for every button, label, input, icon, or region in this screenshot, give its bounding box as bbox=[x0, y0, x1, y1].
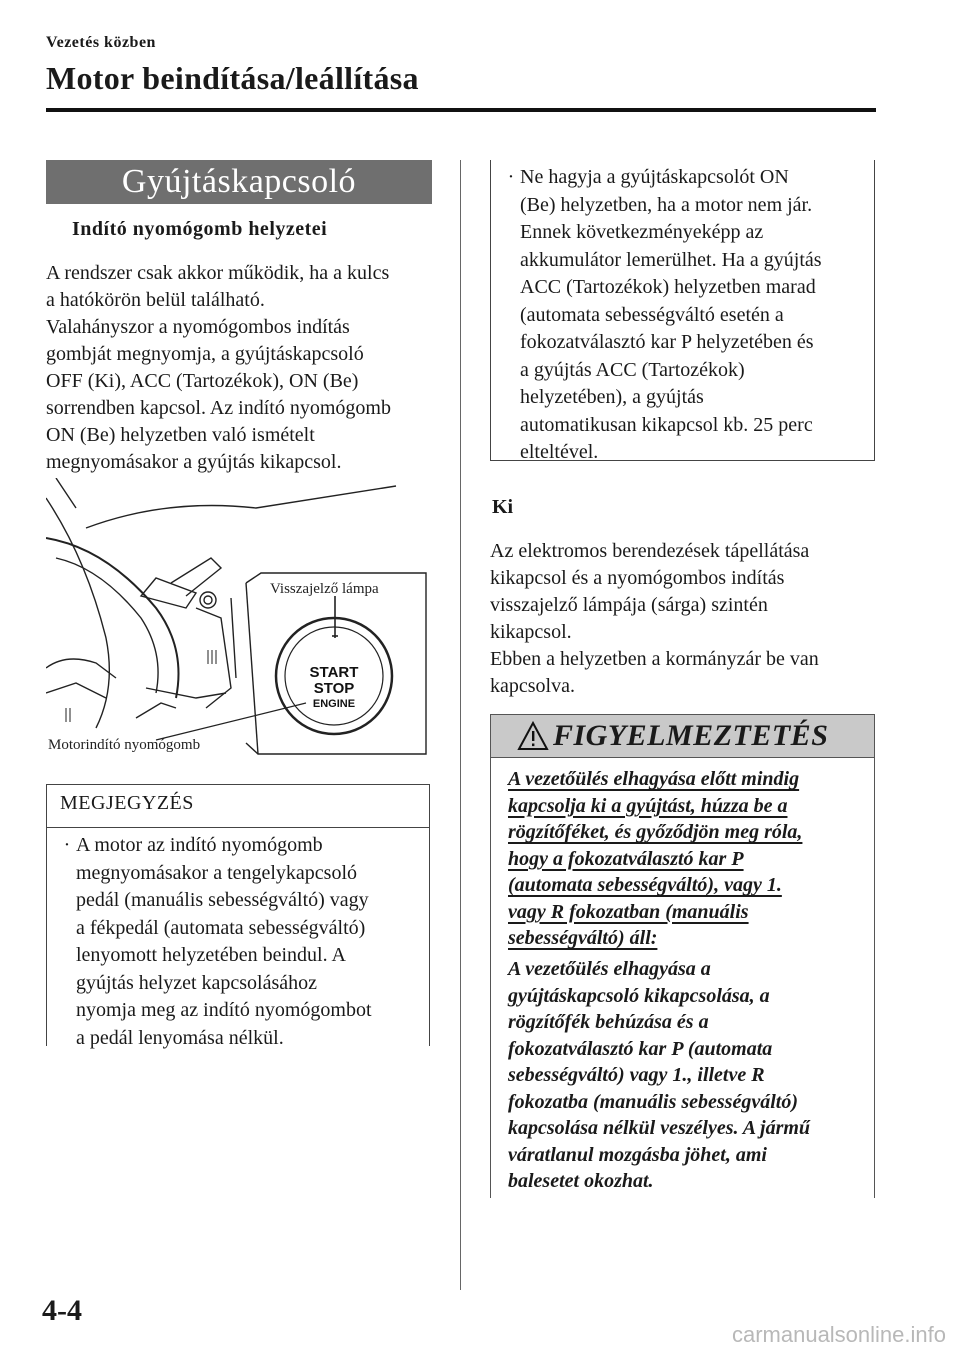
text-line: Az elektromos berendezések tápellátása bbox=[490, 540, 810, 562]
indicator-label: Visszajelző lámpa bbox=[270, 581, 379, 597]
text-line: visszajelző lámpája (sárga) szintén bbox=[490, 594, 768, 616]
text-line: gyújtáskapcsoló kikapcsolása, a bbox=[508, 984, 770, 1007]
chapter-title: Motor beindítása/leállítása bbox=[46, 60, 419, 96]
text-line: rögzítőfék behúzása és a bbox=[508, 1011, 709, 1033]
note-title: MEGJEGYZÉS bbox=[60, 792, 194, 814]
text-line: váratlanul mozgásba jöhet, ami bbox=[508, 1143, 767, 1166]
text-line: A motor az indító nyomógomb bbox=[76, 834, 323, 856]
note-bullet bbox=[502, 164, 864, 467]
page-number: 4-4 bbox=[42, 1294, 82, 1327]
text-line: a fékpedál (automata sebességváltó) bbox=[76, 916, 366, 939]
ki-paragraph bbox=[490, 538, 876, 700]
text-line: pedál (manuális sebességváltó) vagy bbox=[76, 889, 369, 911]
text-line: A vezetőülés elhagyása előtt mindig bbox=[508, 768, 800, 790]
header-rule bbox=[46, 108, 876, 112]
text-line: a gyújtás ACC (Tartozékok) bbox=[520, 358, 745, 381]
text-line: balesetet okozhat. bbox=[508, 1170, 654, 1192]
bullet-icon: · bbox=[507, 166, 515, 188]
text-line: megnyomásakor a gyújtás kikapcsol. bbox=[46, 451, 342, 473]
intro-paragraph bbox=[46, 260, 438, 476]
note-bullet bbox=[58, 832, 418, 1052]
column-divider bbox=[460, 160, 461, 1290]
text-line: kikapcsol. bbox=[490, 621, 572, 643]
text-line: gombját megnyomja, a gyújtáskapcsoló bbox=[46, 343, 364, 365]
warning-header bbox=[490, 714, 875, 758]
text-line: Ennek következményeképp az bbox=[520, 221, 764, 243]
text-line: ACC (Tartozékok) helyzetben marad bbox=[520, 276, 816, 298]
text-line: automatikusan kikapcsol kb. 25 perc bbox=[520, 413, 813, 436]
text-line: fokozatválasztó kar P (automata bbox=[508, 1037, 773, 1060]
button-text-engine: ENGINE bbox=[312, 698, 356, 710]
warning-body bbox=[508, 956, 864, 1195]
text-line: (automata sebességváltó esetén a bbox=[520, 303, 784, 326]
text-line: megnyomásakor a tengelykapcsoló bbox=[76, 861, 358, 884]
text-line: akkumulátor lemerülhet. Ha a gyújtás bbox=[520, 248, 822, 271]
text-line: sorrendben kapcsol. Az indító nyomógomb bbox=[46, 397, 391, 419]
text-line: rögzítőféket, és győződjön meg róla, bbox=[508, 821, 803, 843]
ki-heading: Ki bbox=[492, 496, 514, 518]
text-line: elteltével. bbox=[520, 441, 599, 463]
text-line: kapcsolja ki a gyújtást, húzza be a bbox=[508, 794, 788, 817]
text-line: fokozatba (manuális sebességváltó) bbox=[508, 1090, 798, 1113]
text-line: kapcsolva. bbox=[490, 675, 575, 697]
text-line: helyzetében), a gyújtás bbox=[520, 386, 704, 408]
note-box bbox=[46, 784, 430, 1049]
start-button-illustration bbox=[46, 478, 432, 756]
text-line: A vezetőülés elhagyása a bbox=[508, 958, 711, 980]
text-line: a hatókörön belül található. bbox=[46, 289, 265, 311]
text-line: Valahányszor a nyomógombos indítás bbox=[46, 316, 350, 338]
subheading: Indító nyomógomb helyzetei bbox=[72, 218, 328, 240]
text-line: Ne hagyja a gyújtáskapcsolót ON bbox=[520, 166, 789, 188]
button-label: Motorindító nyomógomb bbox=[48, 737, 201, 753]
text-line: hogy a fokozatválasztó kar P bbox=[508, 847, 744, 870]
bullet-icon: · bbox=[63, 834, 71, 856]
text-line: sebességváltó) áll: bbox=[508, 927, 658, 949]
warning-triangle-icon bbox=[517, 721, 549, 751]
section-banner: Gyújtáskapcsoló bbox=[46, 160, 432, 204]
button-text-start: START bbox=[309, 664, 359, 681]
text-line: (automata sebességváltó), vagy 1. bbox=[508, 874, 782, 896]
text-line: fokozatválasztó kar P helyzetében és bbox=[520, 331, 814, 353]
text-line: gyújtás helyzet kapcsolásához bbox=[76, 971, 318, 994]
text-line: A rendszer csak akkor működik, ha a kulcs bbox=[46, 262, 390, 284]
watermark: carmanualsonline.info bbox=[731, 1322, 946, 1347]
text-line: kapcsolása nélkül veszélyes. A jármű bbox=[508, 1117, 811, 1139]
text-line: (Be) helyzetben, ha a motor nem jár. bbox=[520, 193, 813, 216]
text-line: nyomja meg az indító nyomógombot bbox=[76, 999, 372, 1021]
text-line: lenyomott helyzetében beindul. A bbox=[76, 944, 346, 966]
text-line: ON (Be) helyzetben való ismételt bbox=[46, 424, 315, 446]
note-box-continued bbox=[490, 160, 875, 461]
button-text-stop: STOP bbox=[313, 680, 355, 697]
text-line: kikapcsol és a nyomógombos indítás bbox=[490, 567, 785, 589]
warning-emphasis bbox=[508, 766, 864, 952]
section-label: Vezetés közben bbox=[46, 34, 156, 51]
text-line: a pedál lenyomása nélkül. bbox=[76, 1026, 284, 1049]
text-line: Ebben a helyzetben a kormányzár be van bbox=[490, 648, 819, 670]
text-line: OFF (Ki), ACC (Tartozékok), ON (Be) bbox=[46, 370, 359, 392]
warning-title: FIGYELMEZTETÉS bbox=[553, 719, 829, 752]
text-line: sebességváltó) vagy 1., illetve R bbox=[508, 1064, 765, 1086]
text-line: vagy R fokozatban (manuális bbox=[508, 900, 749, 923]
